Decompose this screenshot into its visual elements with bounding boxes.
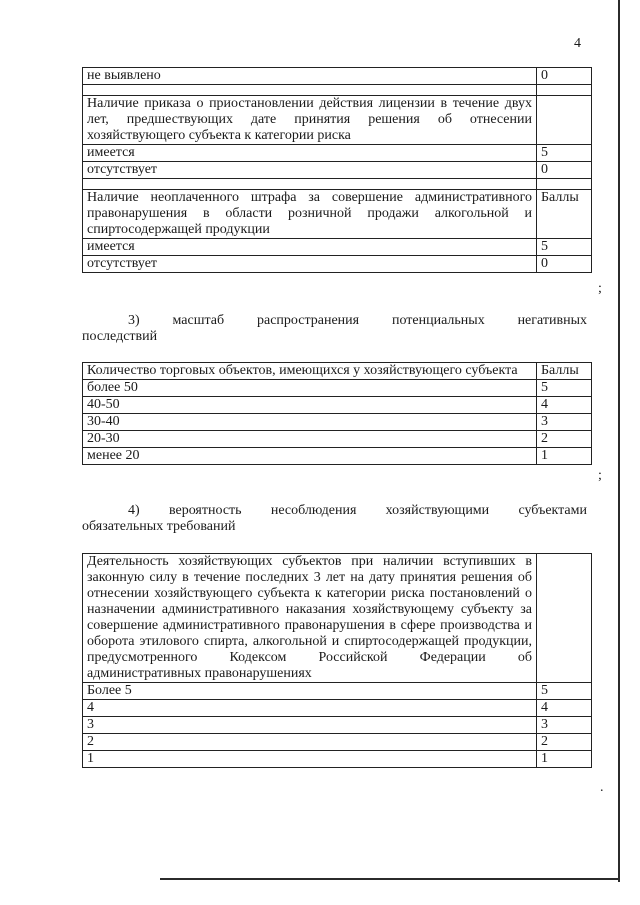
header-score — [537, 554, 592, 683]
table-row — [83, 145, 592, 162]
spacer-row — [83, 85, 592, 96]
table-row — [83, 734, 592, 751]
table-row — [83, 751, 592, 768]
table-row — [83, 96, 592, 145]
table-row — [83, 717, 592, 734]
page-number: 4 — [574, 36, 581, 51]
spacer-row — [83, 179, 592, 190]
row-label: имеется — [83, 145, 537, 162]
table-row — [83, 700, 592, 717]
table-row — [83, 397, 592, 414]
license-fine-table — [82, 67, 592, 273]
table-end-mark: ; — [598, 468, 602, 483]
table-row — [83, 68, 592, 85]
section-3-heading: 3) масштаб распространения потенциальных негативных последствий — [82, 313, 587, 344]
table-row — [83, 190, 592, 239]
row-label: более 50 — [83, 380, 537, 397]
row-label: отсутствует — [83, 162, 537, 179]
row-label: 40-50 — [83, 397, 537, 414]
header-label: Количество торговых объектов, имеющихся у хозяйствующего субъекта — [83, 363, 537, 380]
row-score: 5 — [537, 380, 592, 397]
row-label: Наличие неоплаченного штрафа за совершение административного правонарушения в области розничной продажи алкогольной и спиртосодержащей продукции — [83, 190, 537, 239]
page-edge-right — [618, 0, 620, 882]
row-score: Баллы — [537, 190, 592, 239]
row-score: 2 — [537, 431, 592, 448]
row-label: 30-40 — [83, 414, 537, 431]
row-score: 5 — [537, 683, 592, 700]
row-score: 5 — [537, 239, 592, 256]
row-score: 4 — [537, 397, 592, 414]
row-label: Наличие приказа о приостановлении действия лицензии в течение двух лет, предшествующих дате принятия решения об отнесении хозяйствующего субъекта к категории риска — [83, 96, 537, 145]
table-header-row — [83, 363, 592, 380]
header-score: Баллы — [537, 363, 592, 380]
row-score: 1 — [537, 448, 592, 465]
table-end-mark: ; — [598, 281, 602, 296]
table-row — [83, 414, 592, 431]
table-row — [83, 431, 592, 448]
row-label: 3 — [83, 717, 537, 734]
row-label: 1 — [83, 751, 537, 768]
row-label: Более 5 — [83, 683, 537, 700]
row-score: 5 — [537, 145, 592, 162]
row-score — [537, 96, 592, 145]
table-row — [83, 162, 592, 179]
table-row — [83, 239, 592, 256]
table-row — [83, 448, 592, 465]
row-label: менее 20 — [83, 448, 537, 465]
table-row — [83, 380, 592, 397]
row-label: 4 — [83, 700, 537, 717]
row-label: отсутствует — [83, 256, 537, 273]
row-score: 0 — [537, 68, 592, 85]
header-label: Деятельность хозяйствующих субъектов при наличии вступивших в законную силу в течение последних 3 лет на дату принятия решения об отнесении хозяйствующего субъекта к категории риска постановлений о назначении административного наказания хозяйствующему субъекту за совершение административного правонарушения в сфере производства и оборота этилового спирта, алкогольной и спиртосодержащей продукции, предусмотренного Кодексом Российской Федерации об административных правонарушениях — [83, 554, 537, 683]
outlets-count-table — [82, 362, 592, 465]
row-score: 2 — [537, 734, 592, 751]
row-score: 0 — [537, 162, 592, 179]
row-score: 0 — [537, 256, 592, 273]
row-label: имеется — [83, 239, 537, 256]
table-end-mark: . — [600, 780, 604, 795]
table-row — [83, 683, 592, 700]
row-score: 4 — [537, 700, 592, 717]
row-label: 20-30 — [83, 431, 537, 448]
page-edge-bottom — [160, 878, 620, 880]
table-row — [83, 256, 592, 273]
row-label: 2 — [83, 734, 537, 751]
table-header-row — [83, 554, 592, 683]
section-4-heading: 4) вероятность несоблюдения хозяйствующими субъектами обязательных требований — [82, 503, 587, 534]
row-score: 1 — [537, 751, 592, 768]
row-score: 3 — [537, 414, 592, 431]
row-score: 3 — [537, 717, 592, 734]
violations-table — [82, 553, 592, 768]
row-label: не выявлено — [83, 68, 537, 85]
